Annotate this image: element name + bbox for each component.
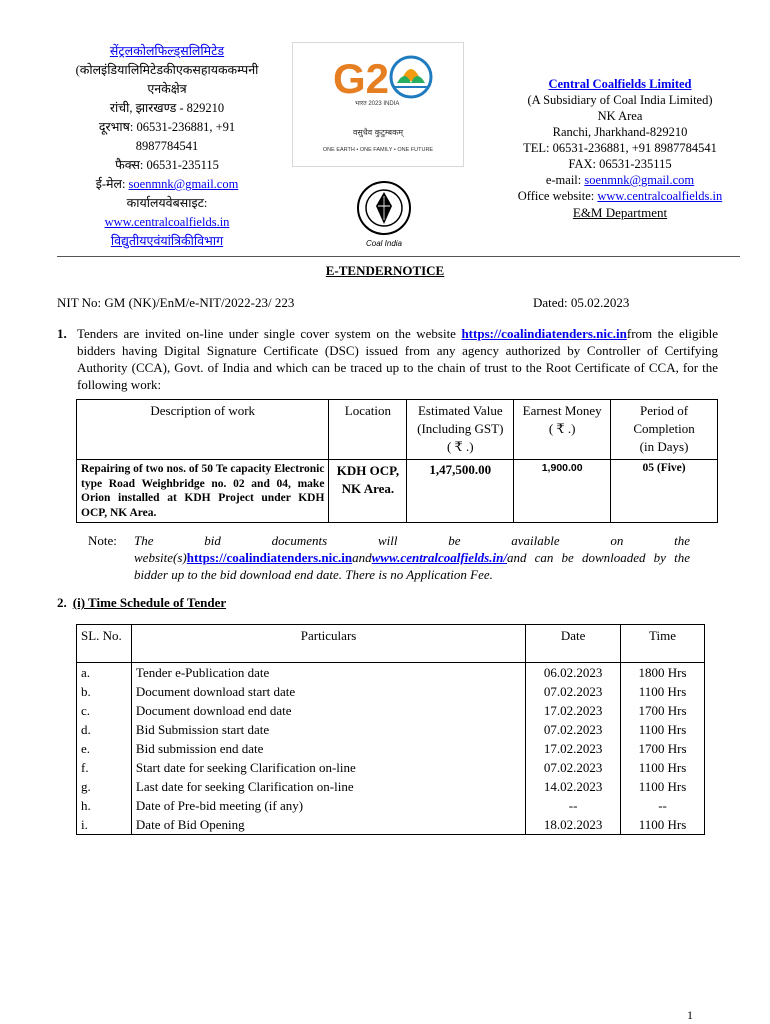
work-estimated-value: 1,47,500.00 — [407, 460, 514, 523]
hindi-area: एनकेक्षेत्र — [147, 82, 187, 96]
col-value-header — [407, 400, 514, 460]
hindi-company-title[interactable]: सेंट्रलकोलफिल्ड्सलिमिटेड — [109, 44, 225, 58]
hindi-subsidiary: (कोलइंडियालिमिटेडकीएकसहायककम्पनी — [75, 63, 259, 77]
g20-hindi-motto: वसुधैव कुटुम्बकम् — [352, 128, 404, 137]
schedule-date: 07.02.2023 — [526, 758, 621, 777]
schedule-date: 07.02.2023 — [526, 720, 621, 739]
schedule-time: 1100 Hrs — [621, 758, 705, 777]
schedule-sl: e. — [77, 739, 132, 758]
tender-intro-paragraph — [57, 325, 718, 393]
schedule-time: -- — [621, 796, 705, 815]
table-row — [77, 777, 705, 796]
table-row — [77, 815, 705, 835]
note-tender-link[interactable]: https://coalindiatenders.nic.in — [186, 550, 353, 565]
schedule-sl: c. — [77, 701, 132, 720]
work-description: Repairing of two nos. of 50 Te capacity Electronic type Road Weighbridge no. 02 and 04, make Orion installed at KDH Project under KDH OCP, NK Area. — [77, 460, 329, 523]
table-row — [77, 663, 705, 683]
hindi-dept[interactable]: विद्युतीयएवंयांत्रिकीविभाग — [110, 234, 224, 248]
coal-india-emblem — [356, 178, 412, 250]
schedule-sl: f. — [77, 758, 132, 777]
fax-text: FAX: 06531-235115 — [568, 157, 672, 171]
hindi-email-label: ई-मेल: — [95, 177, 129, 191]
schedule-date: 17.02.2023 — [526, 739, 621, 758]
col-description-header: Description of work — [77, 400, 329, 460]
hindi-email-line — [52, 175, 282, 194]
schedule-body — [77, 663, 705, 835]
schedule-sl: a. — [77, 663, 132, 683]
hindi-website-label: कार्यालयवेबसाइट: — [126, 196, 208, 210]
g20-logo — [292, 42, 464, 167]
note-ccl-link[interactable]: www.centralcoalfields.in/ — [371, 550, 507, 565]
schedule-date: 07.02.2023 — [526, 682, 621, 701]
schedule-header-row — [77, 625, 705, 663]
schedule-particulars: Date of Bid Opening — [131, 815, 525, 835]
col-emd-header — [514, 400, 611, 460]
hindi-fax: फैक्स: 06531-235115 — [115, 158, 219, 172]
schedule-time: 1100 Hrs — [621, 815, 705, 835]
schedule-sl: h. — [77, 796, 132, 815]
note-text2: and can be downloaded by the bidder up to the bid download end date. There is no Application Fee. — [134, 550, 690, 582]
schedule-particulars: Document download end date — [131, 701, 525, 720]
schedule-sl: b. — [77, 682, 132, 701]
table-row — [77, 796, 705, 815]
value-header-l3: ( ₹ .) — [446, 439, 474, 454]
value-header-l1: Estimated Value — [417, 403, 503, 418]
lotus-icon — [391, 57, 431, 97]
g20-motto: ONE EARTH • ONE FAMILY • ONE FUTURE — [322, 147, 434, 153]
schedule-particulars: Last date for seeking Clarification on-line — [131, 777, 525, 796]
table-row — [77, 739, 705, 758]
work-period: 05 (Five) — [611, 460, 718, 523]
bid-documents-note — [88, 532, 690, 583]
schedule-particulars: Start date for seeking Clarification on-line — [131, 758, 525, 777]
time-header: Time — [621, 625, 705, 663]
website-link[interactable]: www.centralcoalfields.in — [597, 189, 723, 203]
schedule-date: 14.02.2023 — [526, 777, 621, 796]
area-text: NK Area — [597, 109, 643, 123]
particulars-header: Particulars — [131, 625, 525, 663]
para-number: 1. — [57, 326, 67, 341]
section-2-heading — [57, 595, 226, 611]
schedule-time: 1100 Hrs — [621, 720, 705, 739]
sl-no-header: SL. No. — [77, 625, 132, 663]
hindi-website-link[interactable]: www.centralcoalfields.in — [104, 215, 230, 229]
email-link[interactable]: soenmnk@gmail.com — [584, 173, 695, 187]
value-header-l2: (Including GST) — [417, 421, 504, 436]
hindi-email-link[interactable]: soenmnk@gmail.com — [128, 177, 239, 191]
intro-text-before: Tenders are invited on-line under single cover system on the website — [77, 326, 462, 341]
company-name-link[interactable]: Central Coalfields Limited — [548, 77, 692, 91]
table-header-row — [77, 400, 718, 460]
schedule-particulars: Document download start date — [131, 682, 525, 701]
table-row — [77, 720, 705, 739]
emd-header-l2: ( ₹ .) — [548, 421, 576, 436]
table-row — [77, 701, 705, 720]
page-number: 1 — [687, 1008, 693, 1022]
col-period-header — [611, 400, 718, 460]
period-header-l1: Period of — [640, 403, 689, 418]
work-details-table — [76, 399, 718, 523]
schedule-sl: i. — [77, 815, 132, 835]
hindi-letterhead — [52, 42, 282, 251]
date-header: Date — [526, 625, 621, 663]
schedule-date: -- — [526, 796, 621, 815]
schedule-particulars: Bid submission end date — [131, 739, 525, 758]
g20-year-label: भारत 2023 INDIA — [355, 101, 400, 107]
email-label: e-mail: — [545, 173, 585, 187]
subsidiary-text: (A Subsidiary of Coal India Limited) — [527, 93, 713, 107]
schedule-time: 1100 Hrs — [621, 777, 705, 796]
schedule-date: 17.02.2023 — [526, 701, 621, 720]
section-title: (i) Time Schedule of Tender — [72, 595, 227, 610]
english-letterhead — [508, 76, 732, 221]
g20-g-letter: G2 — [333, 55, 390, 102]
emd-header-l1: Earnest Money — [522, 403, 602, 418]
intro-text-after: from the eligible bidders having Digital Signature Certificate (DSC) issued from any agency authorized by Controller of Certifying Authority (CCA), Govt. of India and which can be traced up to the chain of trust to the Root Certificate of CCA, for the following work: — [77, 326, 719, 392]
emblem-text: Coal India — [365, 239, 403, 248]
schedule-particulars: Tender e-Publication date — [131, 663, 525, 683]
schedule-sl: d. — [77, 720, 132, 739]
email-line — [508, 172, 732, 188]
schedule-time: 1700 Hrs — [621, 739, 705, 758]
col-location-header: Location — [329, 400, 407, 460]
department-title: E&M Department — [572, 205, 668, 220]
table-row — [77, 460, 718, 523]
website-label: Office website: — [517, 189, 598, 203]
schedule-particulars: Date of Pre-bid meeting (if any) — [131, 796, 525, 815]
website-line — [508, 188, 732, 204]
schedule-time: 1700 Hrs — [621, 701, 705, 720]
note-label: Note: — [88, 533, 117, 548]
tender-portal-link[interactable]: https://coalindiatenders.nic.in — [461, 326, 627, 341]
hindi-phone-line2: 8987784541 — [135, 139, 199, 153]
period-header-l3: (in Days) — [639, 439, 689, 454]
period-header-l2: Completion — [633, 421, 695, 436]
note-and: and — [352, 550, 372, 565]
tel-text: TEL: 06531-236881, +91 8987784541 — [523, 141, 717, 155]
schedule-time: 1800 Hrs — [621, 663, 705, 683]
schedule-sl: g. — [77, 777, 132, 796]
work-location: KDH OCP, NK Area. — [329, 460, 407, 523]
time-schedule-table — [76, 624, 705, 835]
nit-number: NIT No: GM (NK)/EnM/e-NIT/2022-23/ 223 — [57, 295, 295, 310]
address-text: Ranchi, Jharkhand-829210 — [552, 125, 688, 139]
schedule-time: 1100 Hrs — [621, 682, 705, 701]
table-row — [77, 682, 705, 701]
notice-title: E-TENDERNOTICE — [325, 263, 445, 278]
section-number: 2. — [57, 595, 67, 610]
notice-date: Dated: 05.02.2023 — [533, 295, 630, 310]
hindi-address: रांची, झारखण्ड - 829210 — [109, 101, 225, 115]
schedule-date: 18.02.2023 — [526, 815, 621, 835]
header-divider — [57, 256, 740, 257]
hindi-phone-line1: दूरभाष: 06531-236881, +91 — [98, 120, 236, 134]
schedule-particulars: Bid Submission start date — [131, 720, 525, 739]
schedule-date: 06.02.2023 — [526, 663, 621, 683]
table-row — [77, 758, 705, 777]
note-text1: The bid documents will be available on the website(s) — [134, 533, 690, 565]
work-earnest-money: 1,900.00 — [514, 460, 611, 523]
